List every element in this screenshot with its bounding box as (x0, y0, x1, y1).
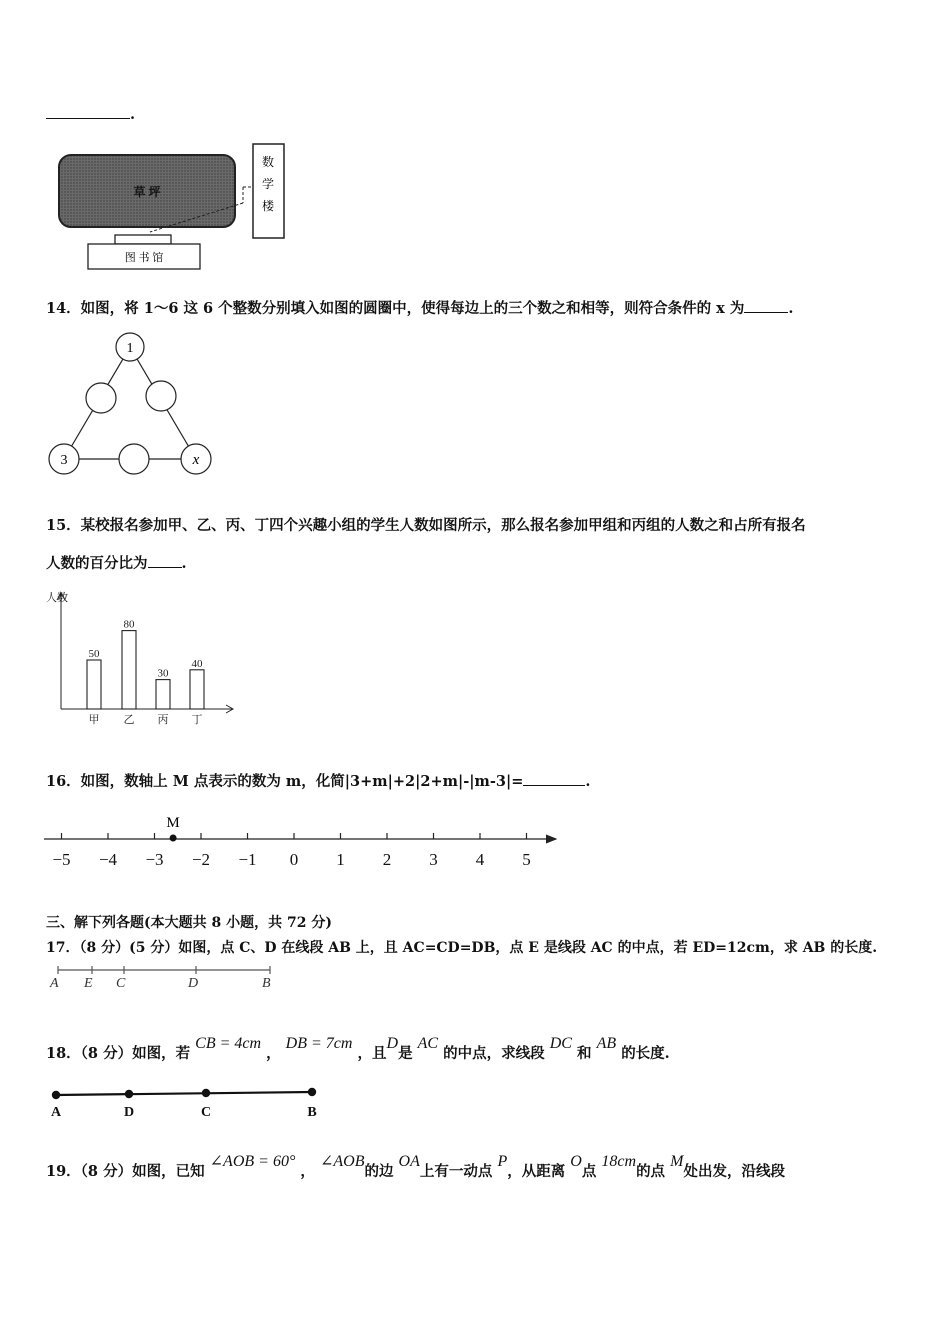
math-ab: AB (596, 1035, 617, 1052)
segment-point-label: D (188, 976, 199, 991)
y-axis-label: 人数 (46, 592, 68, 604)
segment-point-label: B (307, 1105, 317, 1120)
bar (156, 680, 170, 709)
answer-blank (148, 553, 182, 568)
segment-point (52, 1091, 60, 1099)
segment-point (202, 1089, 210, 1097)
question-15-line-1 (46, 514, 806, 535)
math-cb: CB = 4cm (195, 1035, 262, 1052)
math-angle-aob: ∠AOB (319, 1153, 365, 1170)
bar-value-label: 50 (88, 648, 100, 660)
number-line-tick-label: −4 (98, 850, 118, 869)
category-label: 丁 (191, 714, 203, 726)
math-18cm: 18cm (601, 1153, 637, 1170)
bar (122, 631, 136, 709)
number-line-tick-label: −3 (145, 850, 164, 869)
question-18 (46, 1035, 670, 1063)
category-label: 乙 (123, 714, 135, 726)
number-line-tick-label: −1 (238, 850, 257, 869)
question-18-sep: ， (266, 1045, 281, 1062)
category-label: 丙 (157, 714, 169, 726)
question-14 (46, 297, 793, 318)
circle-bottom-middle (119, 444, 149, 474)
circle-top-label: 1 (126, 341, 134, 356)
segment-point-label: D (123, 1105, 135, 1120)
number-line-arrow (546, 835, 556, 843)
answer-blank (523, 771, 585, 786)
number-line-tick-label: 2 (382, 850, 392, 869)
math-dc: DC (549, 1035, 572, 1052)
math-building-char-2: 学 (261, 177, 275, 191)
bar-value-label: 80 (123, 618, 135, 631)
question-14-tail: . (788, 300, 794, 317)
section-3-title (46, 912, 332, 932)
triangle-circle-diagram (46, 330, 216, 475)
previous-answer-line (46, 104, 135, 123)
question-18-prefix: 18．（8 分）如图，若 (46, 1045, 191, 1062)
number-line (40, 800, 570, 875)
segment-point-label: B (262, 976, 271, 991)
math-building-char-3: 楼 (261, 199, 275, 213)
segment-point (308, 1088, 316, 1096)
question-19-prefix: 19．（8 分）如图，已知 (46, 1163, 205, 1180)
segment-point (125, 1090, 133, 1098)
number-line-tick-label: −5 (52, 850, 71, 869)
bar-chart (40, 585, 240, 730)
circle-bottom-left-label: 3 (60, 453, 68, 468)
math-db: DB = 7cm (285, 1035, 353, 1052)
question-17-text: 17．（8 分）(5 分）如图，点 C、D 在线段 AB 上，且 AC=CD=DB，点 E 是线段 AC 的中点，若 ED=12cm，求 AB 的长度. (46, 940, 878, 956)
question-16 (46, 770, 590, 791)
math-ac: AC (417, 1035, 439, 1052)
question-15-text-1: 15．某校报名参加甲、乙、丙、丁四个兴趣小组的学生人数如图所示，那么报名参加甲组和丙组的人数之和占所有报名 (46, 517, 806, 534)
answer-blank (744, 298, 788, 313)
library-top-shape (115, 235, 171, 244)
library-label: 图 书 馆 (124, 252, 164, 264)
question-19-t6: 的点 (636, 1163, 666, 1180)
number-line-tick-label: 3 (429, 850, 438, 869)
question-15-text-2: 人数的百分比为 (46, 555, 148, 572)
question-18-t4: 的中点，求线段 (443, 1045, 545, 1062)
campus-diagram (55, 140, 295, 275)
segment-diagram-18 (44, 1083, 334, 1125)
segment-adcb (56, 1092, 312, 1095)
bar (190, 670, 204, 709)
math-oa: OA (398, 1153, 420, 1170)
question-18-t5: 和 (577, 1045, 592, 1062)
question-16-tail: . (585, 773, 591, 790)
question-16-text: 16．如图，数轴上 M 点表示的数为 m，化简|3+m|+2|2+m|-|m-3|= (46, 773, 524, 790)
answer-blank (46, 104, 130, 119)
question-19-t3: 上有一动点 (419, 1163, 493, 1180)
number-line-tick-label: 1 (336, 850, 345, 869)
question-19-t7: 处出发，沿线段 (683, 1163, 785, 1180)
segment-point-label: A (50, 1105, 62, 1120)
number-line-tick-label: −2 (191, 850, 211, 869)
math-angle-60: ∠AOB = 60° (209, 1153, 296, 1170)
point-m (170, 835, 177, 842)
bar-value-label: 30 (157, 667, 169, 680)
lawn-label: 草 坪 (133, 185, 161, 199)
blank-period: . (130, 106, 136, 123)
number-line-tick-label: 5 (522, 850, 531, 869)
segment-point-label: C (200, 1105, 212, 1120)
circle-right-middle (146, 381, 176, 411)
math-p: P (497, 1153, 508, 1170)
math-m: M (670, 1153, 684, 1170)
question-18-t6: 的长度. (621, 1045, 670, 1062)
question-18-t3: 是 (398, 1045, 413, 1062)
question-14-text: 14．如图，将 1～6 这 6 个整数分别填入如图的圆圈中，使得每边上的三个数之和相等，则符合条件的 x 为 (46, 300, 745, 317)
math-building-char-1: 数 (261, 155, 275, 169)
question-17 (46, 937, 877, 957)
circle-left-middle (86, 383, 116, 413)
question-19 (46, 1153, 785, 1181)
bar (87, 660, 101, 709)
question-15-tail: . (181, 555, 187, 572)
segment-point-label: A (50, 976, 59, 991)
math-d: D (386, 1035, 399, 1052)
math-o: O (570, 1153, 582, 1170)
segment-point-label: C (116, 976, 126, 991)
question-19-sep: ， (300, 1163, 315, 1180)
segment-diagram-17 (44, 962, 284, 992)
question-19-t4: ，从距离 (507, 1163, 566, 1180)
number-line-tick-label: 4 (475, 850, 485, 869)
section-3-title-text: 三、解下列各题(本大题共 8 小题，共 72 分) (46, 915, 332, 931)
question-15-line-2 (46, 552, 187, 573)
circle-bottom-right-label: x (192, 452, 200, 468)
point-m-label: M (166, 815, 180, 831)
question-19-t5: 点 (581, 1163, 597, 1180)
category-label: 甲 (88, 714, 100, 726)
question-19-t2: 的边 (364, 1163, 394, 1180)
segment-point-label: E (84, 976, 93, 991)
number-line-tick-label: 0 (289, 850, 299, 869)
question-18-t2: ，且 (357, 1045, 387, 1062)
bar-value-label: 40 (191, 657, 203, 670)
